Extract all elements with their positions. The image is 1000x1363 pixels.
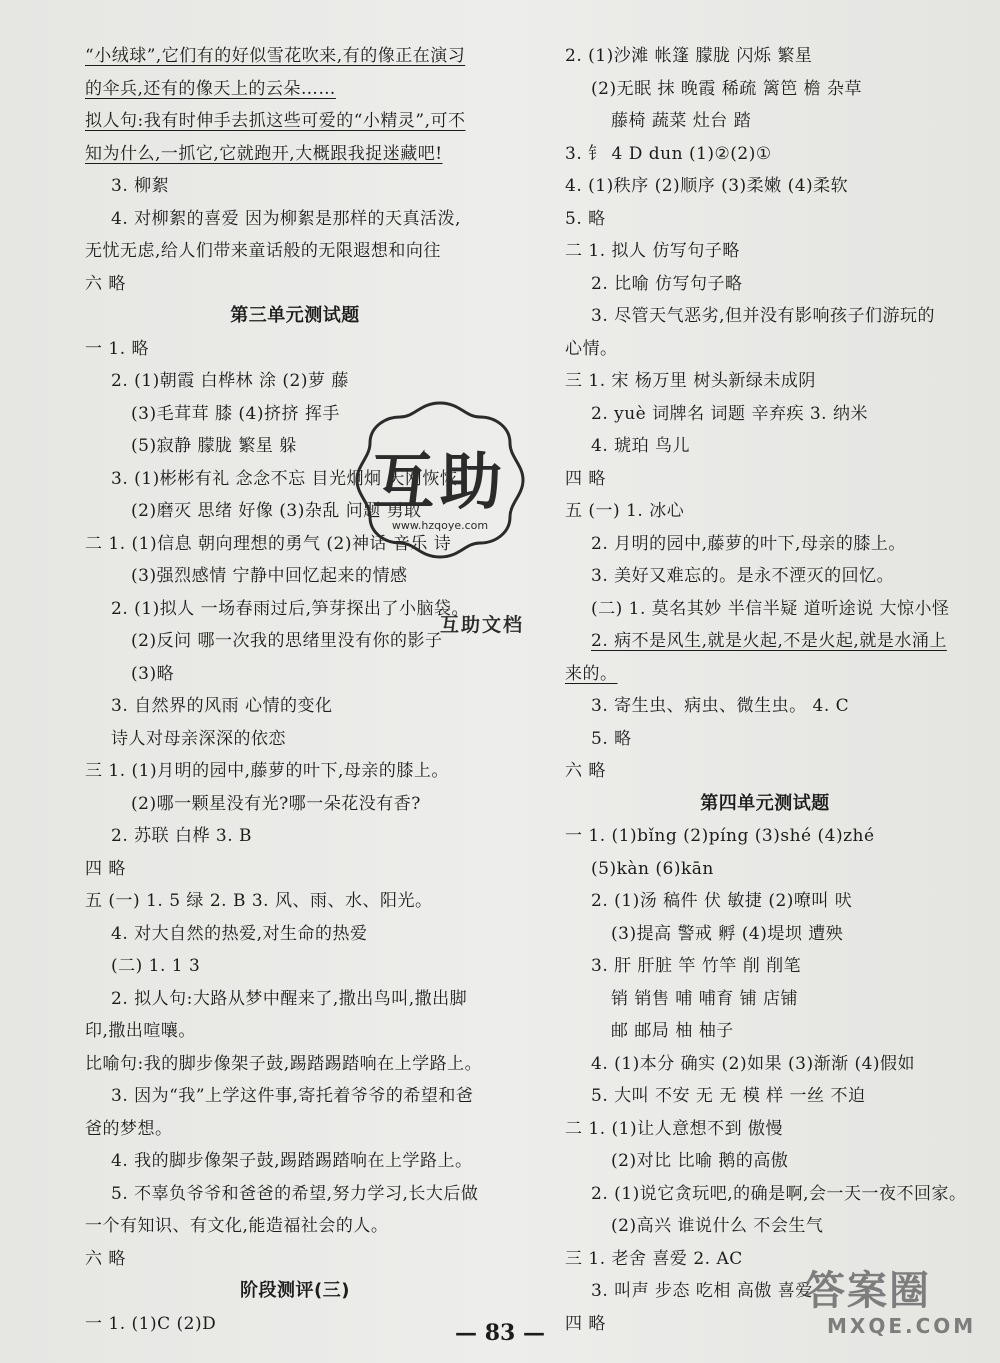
answer-line: 5. 不辜负爷爷和爸爸的希望,努力学习,长大后做 <box>111 1183 479 1204</box>
answer-line: (5)kàn (6)kān <box>591 858 714 879</box>
answer-line: 3. 美好又难忘的。是永不湮灭的回忆。 <box>591 566 895 586</box>
section-heading: 阶段测评(三) <box>240 1280 350 1301</box>
answer-line: (2)无眠 抹 晚霞 稀疏 篱笆 檐 杂草 <box>591 78 863 99</box>
watermark-main: 答案圈 <box>805 1268 931 1314</box>
answer-line: (3)略 <box>131 663 175 684</box>
answer-line: 四 略 <box>565 1313 606 1334</box>
answer-line: 4. 对大自然的热爱,对生命的热爱 <box>111 923 368 944</box>
section-heading: 第四单元测试题 <box>700 792 830 814</box>
answer-line: 五 (一) 1. 5 绿 2. B 3. 风、雨、水、阳光。 <box>85 891 433 911</box>
answer-line: 无忧无虑,给人们带来童话般的无限遐想和向往 <box>85 241 441 261</box>
answer-line: 4. (1)秩序 (2)顺序 (3)柔嫩 (4)柔软 <box>565 176 849 196</box>
answer-line: 拟人句:我有时伸手去抓这些可爱的“小精灵”,可不 <box>85 111 466 131</box>
answer-line: (2)对比 比喻 鹅的高傲 <box>611 1151 789 1171</box>
answer-line: 2. (1)拟人 一场春雨过后,笋芽探出了小脑袋。 <box>111 598 470 619</box>
answer-line: (2)磨灭 思绪 好像 (3)杂乱 问题 勇敢 <box>131 501 422 521</box>
answer-line: 三 1. 老舍 喜爱 2. AC <box>565 1248 743 1269</box>
answer-line: (3)强烈感情 宁静中回忆起来的情感 <box>131 566 408 586</box>
answer-line: 三 1. 宋 杨万里 树头新绿未成阴 <box>565 371 816 391</box>
answer-line: 3. (1)彬彬有礼 念念不忘 目光炯炯 天网恢恢 <box>111 468 458 489</box>
answer-line: 2. yuè 词牌名 词题 辛弃疾 3. 纳米 <box>591 403 868 424</box>
answer-line: 四 略 <box>85 858 126 879</box>
answer-line: 知为什么,一抓它,它就跑开,大概跟我捉迷藏吧! <box>85 143 443 164</box>
answer-line: (2)高兴 谁说什么 不会生气 <box>611 1216 824 1236</box>
answer-line: 二 1. 拟人 仿写句子略 <box>565 241 740 261</box>
answer-line: (3)提高 警戒 孵 (4)堤坝 遭殃 <box>611 923 844 944</box>
answer-line: 2. (1)说它贪玩吧,的确是啊,会一天一夜不回家。 <box>591 1183 967 1204</box>
left-column <box>85 40 505 1340</box>
answer-line: 2. (1)沙滩 帐篷 朦胧 闪烁 繁星 <box>565 46 813 66</box>
answer-line: (二) 1. 1 3 <box>111 956 201 976</box>
answer-line: 3. 肝 肝脏 竿 竹竿 削 削笔 <box>591 956 802 976</box>
right-column <box>565 40 965 1340</box>
answer-line: 一个有知识、有文化,能造福社会的人。 <box>85 1216 389 1236</box>
answer-line: 3. 因为“我”上学这件事,寄托着爷爷的希望和爸 <box>111 1086 474 1106</box>
page-number: — 83 — <box>455 1320 545 1346</box>
answer-line: (5)寂静 朦胧 繁星 躲 <box>131 436 297 456</box>
answer-line: 爸的梦想。 <box>85 1118 173 1139</box>
answer-line: 六 略 <box>85 273 126 294</box>
answer-line: 诗人对母亲深深的依恋 <box>111 728 286 749</box>
answer-line: 2. (1)汤 稿件 伏 敏捷 (2)嘹叫 吠 <box>591 891 853 911</box>
answer-line: 二 1. (1)信息 朝向理想的勇气 (2)神话 音乐 诗 <box>85 533 452 554</box>
answer-line: 2. 苏联 白桦 3. B <box>111 826 253 846</box>
answer-line: 邮 邮局 柚 柚子 <box>611 1021 734 1041</box>
answer-line: 一 1. 略 <box>85 338 150 359</box>
answer-line: 来的。 <box>565 663 618 684</box>
answer-line: 4. 对柳絮的喜爱 因为柳絮是那样的天真活泼, <box>111 208 461 229</box>
answer-line: 3. 柳絮 <box>111 176 170 196</box>
answer-line: 3. 自然界的风雨 心情的变化 <box>111 696 333 716</box>
answer-line: 一 1. (1)C (2)D <box>85 1313 217 1334</box>
answer-line: 三 1. (1)月明的园中,藤萝的叶下,母亲的膝上。 <box>85 761 449 781</box>
answer-line: 2. 病不是风生,就是火起,不是火起,就是水涌上 <box>591 631 947 651</box>
hzwd-stamp-caption: 互助文档 <box>440 614 525 636</box>
answer-line: 藤椅 蔬菜 灶台 踏 <box>611 111 752 131</box>
answer-line: 3. 叫声 步态 吃相 高傲 喜爱 <box>591 1281 813 1301</box>
answer-line: 2. (1)朝霞 白桦林 涂 (2)萝 藤 <box>111 371 349 391</box>
answer-line: 四 略 <box>565 468 606 489</box>
svg-text:www.hzqoye.com: www.hzqoye.com <box>391 519 489 532</box>
watermark-sub: MXQE.COM <box>827 1314 977 1338</box>
answer-line: 心情。 <box>565 338 618 359</box>
answer-line: 六 略 <box>85 1248 126 1269</box>
answer-line: (2)反问 哪一次我的思绪里没有你的影子 <box>131 631 443 651</box>
answer-line: 4. 琥珀 鸟儿 <box>591 436 691 456</box>
section-heading: 第三单元测试题 <box>230 305 360 326</box>
answer-line: 5. 略 <box>591 728 632 749</box>
answer-line: 2. 拟人句:大路从梦中醒来了,撒出鸟叫,撒出脚 <box>111 988 468 1009</box>
answer-line: (二) 1. 莫名其妙 半信半疑 道听途说 大惊小怪 <box>591 598 950 619</box>
svg-text:互助: 互助 <box>371 445 509 518</box>
answer-line: 比喻句:我的脚步像架子鼓,踢踏踢踏响在上学路上。 <box>85 1053 483 1074</box>
answer-line: 二 1. (1)让人意想不到 傲慢 <box>565 1118 784 1139</box>
answer-line: 2. 比喻 仿写句子略 <box>591 273 743 294</box>
answer-line: 的伞兵,还有的像天上的云朵…… <box>85 78 336 99</box>
answer-line: 五 (一) 1. 冰心 <box>565 501 685 521</box>
hzwd-stamp-logo <box>345 395 535 565</box>
answer-line: 印,撒出喧嚷。 <box>85 1021 196 1041</box>
answer-line: 5. 大叫 不安 无 无 模 样 一丝 不迫 <box>591 1086 866 1106</box>
answer-line: (2)哪一颗星没有光?哪一朵花没有香? <box>131 793 421 814</box>
answer-line: 3. 钅 4 D dun (1)②(2)① <box>565 143 772 164</box>
answer-line: 5. 略 <box>565 208 606 229</box>
answer-line: 六 略 <box>565 761 606 781</box>
answer-line: 4. (1)本分 确实 (2)如果 (3)渐渐 (4)假如 <box>591 1053 916 1074</box>
answer-line: 一 1. (1)bǐng (2)píng (3)shé (4)zhé <box>565 826 875 846</box>
answer-line: 2. 月明的园中,藤萝的叶下,母亲的膝上。 <box>591 533 906 554</box>
answer-line: 4. 我的脚步像架子鼓,踢踏踢踏响在上学路上。 <box>111 1151 473 1171</box>
answer-line: 3. 尽管天气恶劣,但并没有影响孩子们游玩的 <box>591 306 936 326</box>
answer-line: “小绒球”,它们有的好似雪花吹来,有的像正在演习 <box>85 46 466 66</box>
answer-line: 销 销售 哺 哺育 铺 店铺 <box>611 988 799 1009</box>
answer-line: 3. 寄生虫、病虫、微生虫。 4. C <box>591 696 850 716</box>
answer-line: (3)毛茸茸 膝 (4)挤挤 挥手 <box>131 403 340 424</box>
